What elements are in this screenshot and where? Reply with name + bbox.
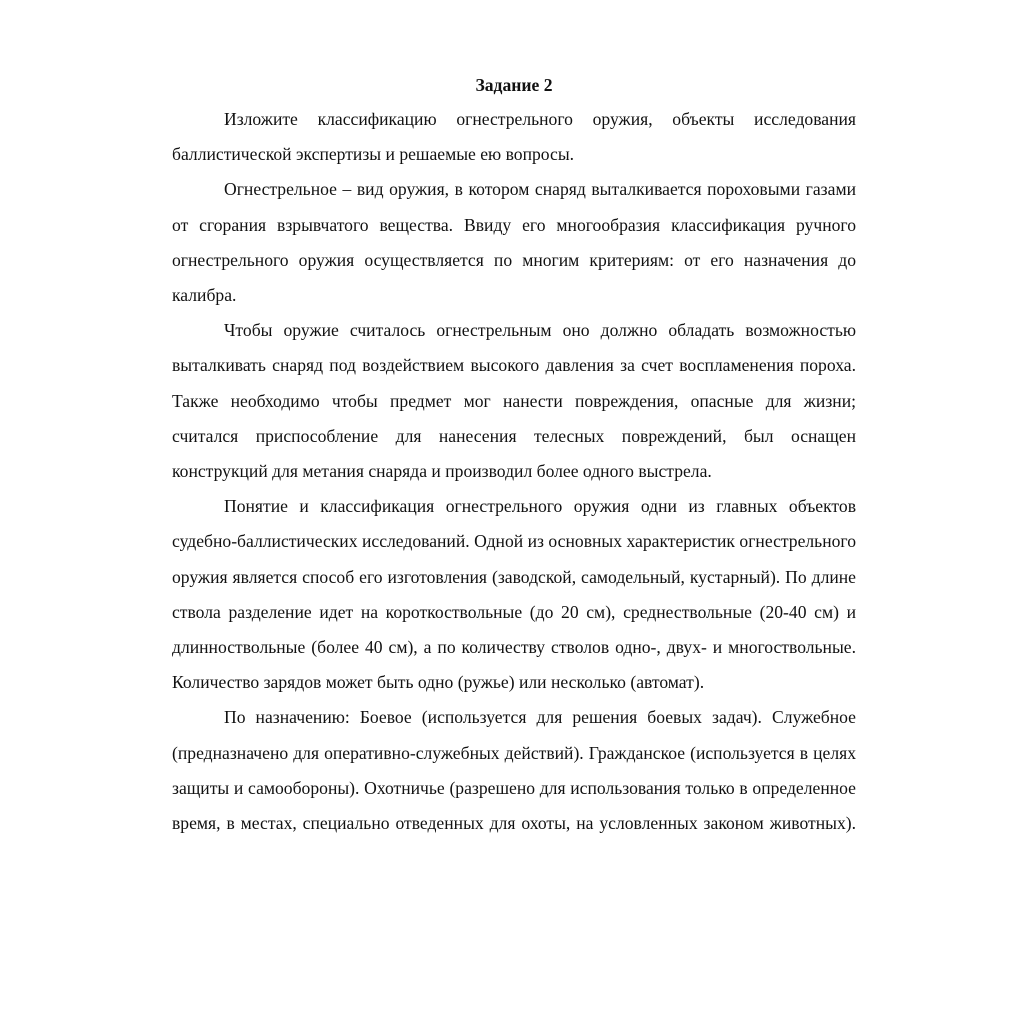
document-page [172, 68, 856, 841]
paragraph-definition: Огнестрельное – вид оружия, в котором снаряд выталкивается пороховыми газами от сгорания взрывчатого вещества. Ввиду его многообразия классификация ручного огнестрельного оружия осуществляется по многим критериям: от его назначения до калибра. [172, 179, 856, 306]
paragraph-classification: Понятие и классификация огнестрельного оружия одни из главных объектов судебно-баллистических исследований. Одной из основных характеристик огнестрельного оружия является способ его изготовления (заводской, самодельный, кустарный). По длине ствола разделение идет на короткоствольные (до 20 см), среднествольные (20-40 см) и длинноствольные (более 40 см), а по количеству стволов одно-, двух- и многоствольные. Количество зарядов может быть одно (ружье) или несколько (автомат). [172, 496, 856, 693]
document-title: Задание 2 [475, 75, 553, 95]
paragraph-criteria: Чтобы оружие считалось огнестрельным оно должно обладать возможностью выталкивать снаряд под воздействием высокого давления за счет воспламенения пороха. Также необходимо чтобы предмет мог нанести повреждения, опасные для жизни; считался приспособление для нанесения телесных повреждений, был оснащен конструкций для метания снаряда и производил более одного выстрела. [172, 320, 856, 482]
paragraph-task: Изложите классификацию огнестрельного оружия, объекты исследования баллистической экспертизы и решаемые ею вопросы. [172, 109, 856, 165]
paragraph-purpose: По назначению: Боевое (используется для решения боевых задач). Служебное (предназначено для оперативно-служебных действий). Гражданское (используется в целях защиты и самообороны). Охотничье (разрешено для использования только в определенное время, в местах, специально отведенных для охоты, на условленных законом животных). [172, 707, 856, 834]
